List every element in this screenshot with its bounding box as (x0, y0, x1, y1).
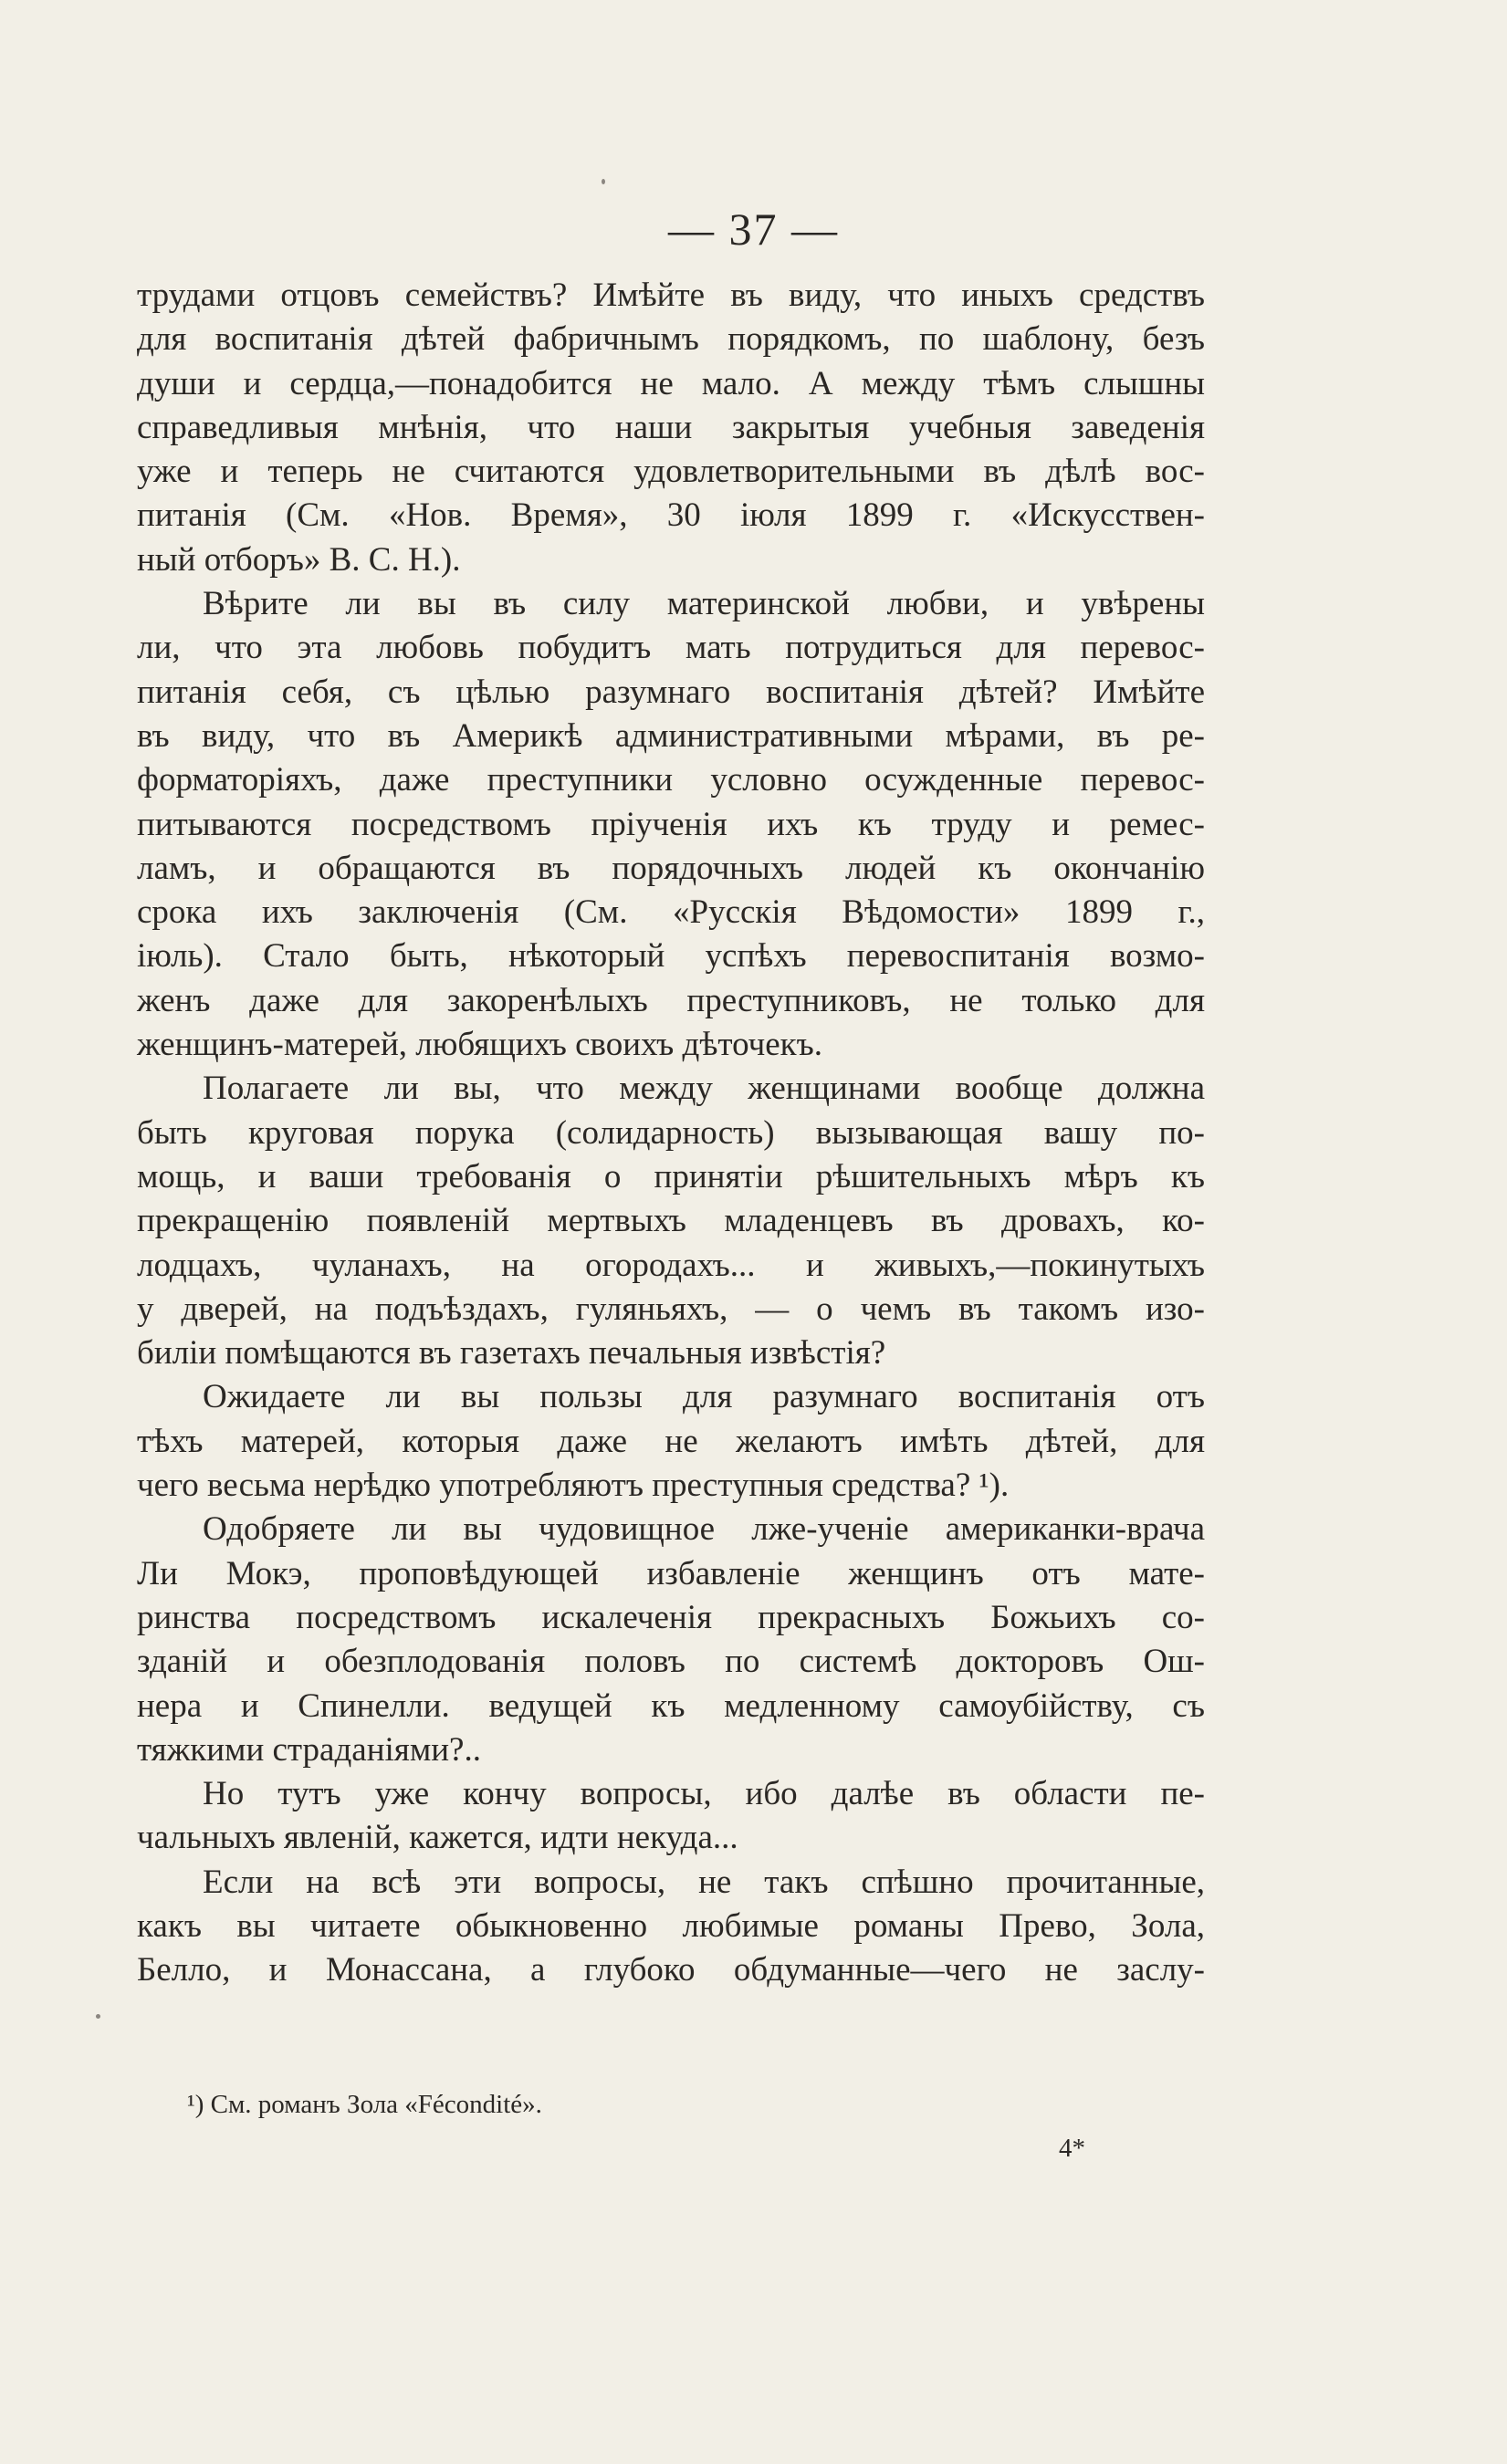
signature-mark: 4* (1059, 2134, 1085, 2163)
text-line: ли, что эта любовь побудитъ мать потрудиться для перевос- (137, 629, 1205, 667)
body-text (137, 274, 1205, 1993)
text-line: чего весьма нерѣдко употребляютъ преступныя средства? ¹). (137, 1467, 1010, 1505)
text-line: женъ даже для закоренѣлыхъ преступниковъ, не только для (137, 981, 1205, 1019)
text-line: Ли Мокэ, проповѣдующей избавленіе женщинъ отъ мате- (137, 1554, 1205, 1592)
text-line: Ожидаете ли вы пользы для разумнаго воспитанія отъ (203, 1378, 1205, 1416)
text-line: питанія (См. «Нов. Время», 30 іюля 1899 г. «Искусствен- (137, 496, 1205, 535)
footnote (187, 2090, 542, 2120)
text-line: ный отборъ» В. С. Н.). (137, 540, 461, 579)
ink-speck (602, 179, 605, 184)
footnote-text: См. романъ Зола «Fécondité». (210, 2090, 542, 2119)
text-line: Вѣрите ли вы въ силу материнской любви, и увѣрены (203, 585, 1205, 623)
text-line: ринства посредствомъ искалеченія прекрасныхъ Божьихъ со- (137, 1598, 1205, 1636)
text-line: форматоріяхъ, даже преступники условно осужденные перевос- (137, 761, 1205, 799)
text-line: іюль). Стало быть, нѣкоторый успѣхъ перевоспитанія возмо- (137, 937, 1205, 976)
text-line: питываются посредствомъ пріученія ихъ къ труду и ремес- (137, 805, 1205, 843)
text-line: биліи помѣщаются въ газетахъ печальныя извѣстія? (137, 1334, 886, 1373)
text-line: мощь, и ваши требованія о принятіи рѣшительныхъ мѣръ къ (137, 1157, 1205, 1195)
text-line: въ виду, что въ Америкѣ административными мѣрами, въ ре- (137, 716, 1205, 755)
text-line: прекращенію появленій мертвыхъ младенцевъ въ дровахъ, ко- (137, 1202, 1205, 1240)
page-number: — 37 — (668, 204, 839, 255)
ink-speck (96, 2014, 100, 2019)
text-line: ламъ, и обращаются въ порядочныхъ людей къ окончанію (137, 849, 1205, 887)
text-line: срока ихъ заключенія (См. «Русскія Вѣдомости» 1899 г., (137, 893, 1205, 932)
text-line: женщинъ-матерей, любящихъ своихъ дѣточекъ. (137, 1026, 823, 1064)
text-line: Одобряете ли вы чудовищное лже-ученіе американки-врача (203, 1510, 1205, 1549)
text-line: быть круговая порука (солидарность) вызывающая вашу по- (137, 1113, 1205, 1152)
text-line: Но тутъ уже кончу вопросы, ибо далѣе въ области пе- (203, 1775, 1205, 1813)
text-line: уже и теперь не считаются удовлетворительными въ дѣлѣ вос- (137, 453, 1205, 491)
text-line: для воспитанія дѣтей фабричнымъ порядкомъ, по шаблону, безъ (137, 320, 1205, 359)
text-line: Если на всѣ эти вопросы, не такъ спѣшно прочитанные, (203, 1863, 1205, 1901)
text-line: справедливыя мнѣнія, что наши закрытыя учебныя заведенія (137, 408, 1205, 446)
text-line: трудами отцовъ семействъ? Имѣйте въ виду, что иныхъ средствъ (137, 277, 1205, 314)
text-line: какъ вы читаете обыкновенно любимые романы Прево, Зола, (137, 1906, 1205, 1945)
footnote-marker: ¹) (187, 2090, 204, 2119)
text-line: Белло, и Монассана, а глубоко обдуманные—чего не заслу- (137, 1951, 1205, 1989)
text-line: тяжкими страданіями?.. (137, 1730, 481, 1769)
text-line: тѣхъ матерей, которыя даже не желаютъ имѣть дѣтей, для (137, 1422, 1205, 1460)
text-line: лодцахъ, чуланахъ, на огородахъ... и живыхъ,—покинутыхъ (137, 1246, 1205, 1284)
text-line: питанія себя, съ цѣлью разумнаго воспитанія дѣтей? Имѣйте (137, 673, 1205, 711)
text-line: Полагаете ли вы, что между женщинами вообще должна (203, 1070, 1205, 1108)
text-line: у дверей, на подъѣздахъ, гуляньяхъ, — о чемъ въ такомъ изо- (137, 1289, 1205, 1328)
text-line: зданій и обезплодованія половъ по системѣ докторовъ Ош- (137, 1643, 1205, 1681)
text-line: чальныхъ явленій, кажется, идти некуда... (137, 1819, 738, 1857)
text-line: нера и Спинелли. ведущей къ медленному самоубійству, съ (137, 1686, 1205, 1725)
text-line: души и сердца,—понадобится не мало. А между тѣмъ слышны (137, 364, 1205, 402)
